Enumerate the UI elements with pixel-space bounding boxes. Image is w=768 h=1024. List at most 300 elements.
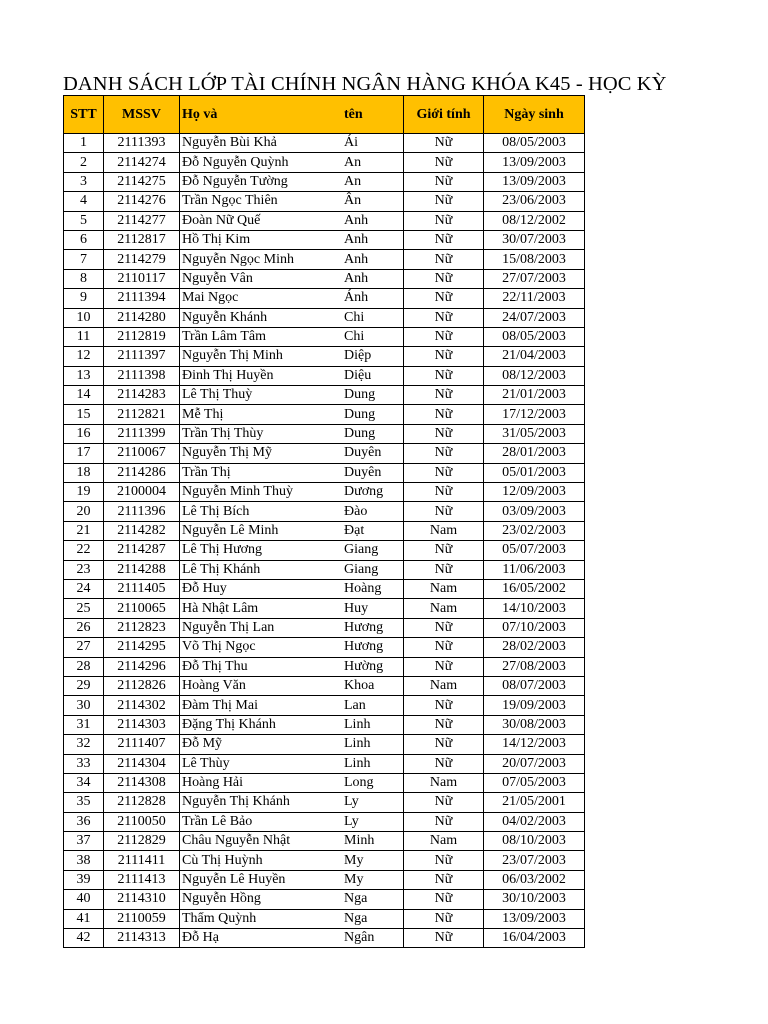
cell-stt: 21 [64, 521, 104, 540]
cell-ten: Hường [342, 657, 404, 676]
cell-ten: Long [342, 773, 404, 792]
cell-ho: Trần Thị [180, 463, 343, 482]
cell-ten: Hoàng [342, 579, 404, 598]
cell-ten: Chi [342, 308, 404, 327]
cell-stt: 6 [64, 230, 104, 249]
table-row [64, 715, 585, 734]
header-row [64, 96, 585, 134]
cell-stt: 27 [64, 638, 104, 657]
cell-ten: Anh [342, 211, 404, 230]
cell-ngay-sinh: 04/02/2003 [484, 812, 585, 831]
cell-ho: Nguyễn Lê Minh [180, 521, 343, 540]
cell-ten: Dương [342, 483, 404, 502]
cell-gioi-tinh: Nữ [404, 366, 484, 385]
cell-mssv: 2110065 [104, 599, 180, 618]
cell-ten: An [342, 153, 404, 172]
table-row [64, 521, 585, 540]
cell-gioi-tinh: Nữ [404, 502, 484, 521]
cell-ngay-sinh: 15/08/2003 [484, 250, 585, 269]
cell-stt: 41 [64, 909, 104, 928]
cell-ten: My [342, 851, 404, 870]
cell-stt: 20 [64, 502, 104, 521]
cell-ho: Nguyễn Vân [180, 269, 343, 288]
cell-ho: Nguyễn Thị Mỹ [180, 444, 343, 463]
cell-mssv: 2114308 [104, 773, 180, 792]
cell-ten: Khoa [342, 676, 404, 695]
cell-gioi-tinh: Nữ [404, 347, 484, 366]
cell-gioi-tinh: Nam [404, 832, 484, 851]
table-row [64, 696, 585, 715]
cell-ngay-sinh: 16/04/2003 [484, 929, 585, 948]
cell-gioi-tinh: Nam [404, 521, 484, 540]
table-row [64, 172, 585, 191]
cell-stt: 17 [64, 444, 104, 463]
cell-mssv: 2112821 [104, 405, 180, 424]
cell-ho: Đỗ Hạ [180, 929, 343, 948]
cell-stt: 26 [64, 618, 104, 637]
header-ho: Họ và [180, 96, 343, 134]
cell-mssv: 2114304 [104, 754, 180, 773]
cell-ho: Trần Thị Thùy [180, 424, 343, 443]
cell-gioi-tinh: Nữ [404, 444, 484, 463]
cell-ho: Hồ Thị Kim [180, 230, 343, 249]
cell-gioi-tinh: Nữ [404, 405, 484, 424]
cell-mssv: 2111413 [104, 870, 180, 889]
cell-ten: Duyên [342, 463, 404, 482]
cell-gioi-tinh: Nữ [404, 793, 484, 812]
cell-ten: Nga [342, 890, 404, 909]
cell-ngay-sinh: 08/12/2003 [484, 366, 585, 385]
cell-ho: Lê Thị Khánh [180, 560, 343, 579]
cell-ho: Mễ Thị [180, 405, 343, 424]
cell-mssv: 2110050 [104, 812, 180, 831]
cell-ten: Dung [342, 405, 404, 424]
cell-ngay-sinh: 12/09/2003 [484, 483, 585, 502]
table-row [64, 424, 585, 443]
cell-stt: 16 [64, 424, 104, 443]
cell-gioi-tinh: Nam [404, 676, 484, 695]
cell-stt: 33 [64, 754, 104, 773]
cell-mssv: 2114310 [104, 890, 180, 909]
table-row [64, 405, 585, 424]
header-ngay-sinh: Ngày sinh [484, 96, 585, 134]
cell-gioi-tinh: Nữ [404, 153, 484, 172]
cell-stt: 28 [64, 657, 104, 676]
cell-ten: Ái [342, 134, 404, 153]
cell-mssv: 2111411 [104, 851, 180, 870]
cell-mssv: 2112829 [104, 832, 180, 851]
cell-ten: Ly [342, 812, 404, 831]
cell-mssv: 2111399 [104, 424, 180, 443]
cell-ngay-sinh: 17/12/2003 [484, 405, 585, 424]
cell-mssv: 2111393 [104, 134, 180, 153]
cell-ngay-sinh: 08/07/2003 [484, 676, 585, 695]
cell-stt: 37 [64, 832, 104, 851]
cell-ngay-sinh: 03/09/2003 [484, 502, 585, 521]
cell-mssv: 2112828 [104, 793, 180, 812]
cell-mssv: 2114295 [104, 638, 180, 657]
cell-stt: 12 [64, 347, 104, 366]
cell-ngay-sinh: 16/05/2002 [484, 579, 585, 598]
cell-gioi-tinh: Nữ [404, 657, 484, 676]
cell-ho: Đỗ Mỹ [180, 735, 343, 754]
cell-mssv: 2114288 [104, 560, 180, 579]
cell-gioi-tinh: Nữ [404, 715, 484, 734]
cell-ho: Hoàng Văn [180, 676, 343, 695]
cell-gioi-tinh: Nữ [404, 463, 484, 482]
table-row [64, 870, 585, 889]
cell-ten: Dung [342, 386, 404, 405]
cell-stt: 24 [64, 579, 104, 598]
cell-gioi-tinh: Nữ [404, 560, 484, 579]
cell-ten: Giang [342, 541, 404, 560]
cell-mssv: 2110067 [104, 444, 180, 463]
table-row [64, 599, 585, 618]
cell-ngay-sinh: 30/07/2003 [484, 230, 585, 249]
cell-ngay-sinh: 23/02/2003 [484, 521, 585, 540]
cell-ten: Huy [342, 599, 404, 618]
cell-ten: Ánh [342, 289, 404, 308]
cell-ten: Anh [342, 269, 404, 288]
cell-stt: 36 [64, 812, 104, 831]
cell-ho: Trần Lâm Tâm [180, 327, 343, 346]
table-row [64, 657, 585, 676]
cell-gioi-tinh: Nữ [404, 386, 484, 405]
cell-ten: Đào [342, 502, 404, 521]
cell-ho: Nguyễn Thị Lan [180, 618, 343, 637]
cell-ngay-sinh: 27/07/2003 [484, 269, 585, 288]
table-row [64, 676, 585, 695]
cell-ngay-sinh: 14/12/2003 [484, 735, 585, 754]
cell-ngay-sinh: 13/09/2003 [484, 172, 585, 191]
table-row [64, 483, 585, 502]
cell-ten: Hương [342, 638, 404, 657]
cell-ngay-sinh: 05/07/2003 [484, 541, 585, 560]
cell-ho: Lê Thị Hương [180, 541, 343, 560]
table-row [64, 851, 585, 870]
cell-ho: Trần Ngọc Thiên [180, 192, 343, 211]
table-row [64, 638, 585, 657]
cell-mssv: 2114282 [104, 521, 180, 540]
cell-stt: 31 [64, 715, 104, 734]
cell-mssv: 2112823 [104, 618, 180, 637]
cell-mssv: 2114277 [104, 211, 180, 230]
cell-stt: 10 [64, 308, 104, 327]
cell-ho: Lê Thị Thuỳ [180, 386, 343, 405]
cell-ho: Lê Thị Bích [180, 502, 343, 521]
cell-stt: 32 [64, 735, 104, 754]
cell-ten: Ly [342, 793, 404, 812]
header-ten: tên [342, 96, 404, 134]
cell-ngay-sinh: 28/02/2003 [484, 638, 585, 657]
cell-ho: Hà Nhật Lâm [180, 599, 343, 618]
table-row [64, 134, 585, 153]
cell-ten: Linh [342, 715, 404, 734]
cell-mssv: 2114296 [104, 657, 180, 676]
cell-mssv: 2114313 [104, 929, 180, 948]
cell-ho: Nguyễn Ngọc Minh [180, 250, 343, 269]
cell-gioi-tinh: Nữ [404, 812, 484, 831]
cell-ten: An [342, 172, 404, 191]
cell-gioi-tinh: Nữ [404, 230, 484, 249]
cell-ngay-sinh: 13/09/2003 [484, 153, 585, 172]
cell-gioi-tinh: Nữ [404, 618, 484, 637]
cell-ho: Đỗ Nguyễn Quỳnh [180, 153, 343, 172]
cell-ngay-sinh: 21/04/2003 [484, 347, 585, 366]
cell-stt: 13 [64, 366, 104, 385]
cell-mssv: 2111396 [104, 502, 180, 521]
cell-stt: 15 [64, 405, 104, 424]
cell-ngay-sinh: 11/06/2003 [484, 560, 585, 579]
cell-mssv: 2114279 [104, 250, 180, 269]
cell-gioi-tinh: Nam [404, 599, 484, 618]
cell-gioi-tinh: Nữ [404, 308, 484, 327]
cell-ngay-sinh: 30/08/2003 [484, 715, 585, 734]
cell-gioi-tinh: Nam [404, 579, 484, 598]
cell-stt: 1 [64, 134, 104, 153]
table-row [64, 754, 585, 773]
cell-ngay-sinh: 31/05/2003 [484, 424, 585, 443]
table-row [64, 560, 585, 579]
table-row [64, 347, 585, 366]
cell-ho: Nguyễn Bùi Khả [180, 134, 343, 153]
cell-mssv: 2111407 [104, 735, 180, 754]
table-row [64, 366, 585, 385]
cell-stt: 11 [64, 327, 104, 346]
cell-ngay-sinh: 23/07/2003 [484, 851, 585, 870]
cell-gioi-tinh: Nữ [404, 250, 484, 269]
table-row [64, 444, 585, 463]
table-row [64, 289, 585, 308]
cell-mssv: 2114302 [104, 696, 180, 715]
cell-mssv: 2114276 [104, 192, 180, 211]
cell-mssv: 2114287 [104, 541, 180, 560]
cell-mssv: 2100004 [104, 483, 180, 502]
cell-ten: Diệp [342, 347, 404, 366]
table-body [64, 134, 585, 948]
cell-mssv: 2114274 [104, 153, 180, 172]
cell-ho: Thẩm Quỳnh [180, 909, 343, 928]
cell-ho: Đỗ Huy [180, 579, 343, 598]
table-header [64, 96, 585, 134]
cell-gioi-tinh: Nữ [404, 269, 484, 288]
cell-stt: 7 [64, 250, 104, 269]
table-row [64, 793, 585, 812]
cell-ngay-sinh: 19/09/2003 [484, 696, 585, 715]
cell-ten: Dung [342, 424, 404, 443]
cell-stt: 18 [64, 463, 104, 482]
cell-ngay-sinh: 20/07/2003 [484, 754, 585, 773]
cell-stt: 42 [64, 929, 104, 948]
cell-ho: Đỗ Thị Thu [180, 657, 343, 676]
cell-stt: 2 [64, 153, 104, 172]
cell-ngay-sinh: 27/08/2003 [484, 657, 585, 676]
cell-ten: Chi [342, 327, 404, 346]
cell-ten: Nga [342, 909, 404, 928]
table-row [64, 773, 585, 792]
cell-gioi-tinh: Nữ [404, 890, 484, 909]
cell-ten: Linh [342, 754, 404, 773]
cell-mssv: 2112819 [104, 327, 180, 346]
cell-ho: Nguyễn Khánh [180, 308, 343, 327]
cell-ho: Đoàn Nữ Quế [180, 211, 343, 230]
cell-gioi-tinh: Nữ [404, 754, 484, 773]
cell-ten: Diệu [342, 366, 404, 385]
cell-ngay-sinh: 28/01/2003 [484, 444, 585, 463]
cell-stt: 19 [64, 483, 104, 502]
table-row [64, 327, 585, 346]
cell-gioi-tinh: Nữ [404, 851, 484, 870]
cell-ho: Cù Thị Huỳnh [180, 851, 343, 870]
table-row [64, 250, 585, 269]
cell-stt: 23 [64, 560, 104, 579]
cell-ngay-sinh: 13/09/2003 [484, 909, 585, 928]
cell-ho: Đinh Thị Huyền [180, 366, 343, 385]
cell-gioi-tinh: Nữ [404, 541, 484, 560]
table-row [64, 579, 585, 598]
cell-stt: 22 [64, 541, 104, 560]
table-row [64, 735, 585, 754]
cell-ngay-sinh: 21/01/2003 [484, 386, 585, 405]
cell-mssv: 2111398 [104, 366, 180, 385]
cell-stt: 8 [64, 269, 104, 288]
cell-ho: Trần Lê Bảo [180, 812, 343, 831]
table-row [64, 890, 585, 909]
cell-ho: Đặng Thị Khánh [180, 715, 343, 734]
header-mssv: MSSV [104, 96, 180, 134]
table-row [64, 269, 585, 288]
cell-ngay-sinh: 23/06/2003 [484, 192, 585, 211]
cell-gioi-tinh: Nữ [404, 289, 484, 308]
cell-stt: 9 [64, 289, 104, 308]
cell-ten: Minh [342, 832, 404, 851]
cell-gioi-tinh: Nữ [404, 483, 484, 502]
cell-ho: Đàm Thị Mai [180, 696, 343, 715]
cell-stt: 5 [64, 211, 104, 230]
cell-stt: 30 [64, 696, 104, 715]
cell-mssv: 2114283 [104, 386, 180, 405]
table-row [64, 211, 585, 230]
cell-gioi-tinh: Nữ [404, 192, 484, 211]
cell-stt: 29 [64, 676, 104, 695]
cell-mssv: 2112817 [104, 230, 180, 249]
table-row [64, 832, 585, 851]
cell-gioi-tinh: Nữ [404, 735, 484, 754]
cell-gioi-tinh: Nữ [404, 696, 484, 715]
cell-ngay-sinh: 08/05/2003 [484, 134, 585, 153]
cell-ten: Duyên [342, 444, 404, 463]
cell-ho: Lê Thùy [180, 754, 343, 773]
cell-ten: Linh [342, 735, 404, 754]
cell-ho: Võ Thị Ngọc [180, 638, 343, 657]
cell-ngay-sinh: 07/05/2003 [484, 773, 585, 792]
student-roster-table [63, 95, 585, 948]
cell-stt: 40 [64, 890, 104, 909]
cell-ho: Nguyễn Thị Minh [180, 347, 343, 366]
cell-gioi-tinh: Nữ [404, 638, 484, 657]
cell-mssv: 2114303 [104, 715, 180, 734]
cell-ten: Ngân [342, 929, 404, 948]
cell-gioi-tinh: Nữ [404, 870, 484, 889]
cell-stt: 25 [64, 599, 104, 618]
cell-gioi-tinh: Nữ [404, 211, 484, 230]
cell-ten: Anh [342, 250, 404, 269]
cell-stt: 3 [64, 172, 104, 191]
table-row [64, 812, 585, 831]
cell-ten: Đạt [342, 521, 404, 540]
cell-ho: Nguyễn Minh Thuỳ [180, 483, 343, 502]
header-stt: STT [64, 96, 104, 134]
cell-ten: Anh [342, 230, 404, 249]
cell-ho: Hoàng Hải [180, 773, 343, 792]
table-row [64, 386, 585, 405]
cell-stt: 4 [64, 192, 104, 211]
cell-gioi-tinh: Nữ [404, 929, 484, 948]
header-gioi-tinh: Giới tính [404, 96, 484, 134]
cell-stt: 39 [64, 870, 104, 889]
table-row [64, 308, 585, 327]
table-row [64, 463, 585, 482]
table-row [64, 502, 585, 521]
cell-gioi-tinh: Nam [404, 773, 484, 792]
table-row [64, 909, 585, 928]
cell-ho: Nguyễn Hồng [180, 890, 343, 909]
table-row [64, 230, 585, 249]
cell-mssv: 2114275 [104, 172, 180, 191]
cell-ten: Ân [342, 192, 404, 211]
cell-mssv: 2111405 [104, 579, 180, 598]
document-title: DANH SÁCH LỚP TÀI CHÍNH NGÂN HÀNG KHÓA K45 - HỌC KỲ [63, 73, 667, 95]
cell-stt: 35 [64, 793, 104, 812]
table-row [64, 541, 585, 560]
cell-ten: Hương [342, 618, 404, 637]
cell-ngay-sinh: 08/10/2003 [484, 832, 585, 851]
cell-mssv: 2110059 [104, 909, 180, 928]
cell-ho: Đỗ Nguyễn Tường [180, 172, 343, 191]
cell-ngay-sinh: 30/10/2003 [484, 890, 585, 909]
table-row [64, 153, 585, 172]
cell-gioi-tinh: Nữ [404, 134, 484, 153]
cell-stt: 14 [64, 386, 104, 405]
cell-ten: My [342, 870, 404, 889]
cell-stt: 34 [64, 773, 104, 792]
cell-ngay-sinh: 22/11/2003 [484, 289, 585, 308]
cell-gioi-tinh: Nữ [404, 327, 484, 346]
cell-ngay-sinh: 08/05/2003 [484, 327, 585, 346]
cell-stt: 38 [64, 851, 104, 870]
cell-mssv: 2111397 [104, 347, 180, 366]
table-row [64, 618, 585, 637]
cell-ho: Nguyễn Lê Huyền [180, 870, 343, 889]
cell-mssv: 2114280 [104, 308, 180, 327]
cell-ngay-sinh: 14/10/2003 [484, 599, 585, 618]
cell-ho: Châu Nguyễn Nhật [180, 832, 343, 851]
document-title-container [63, 70, 667, 98]
cell-mssv: 2111394 [104, 289, 180, 308]
cell-gioi-tinh: Nữ [404, 172, 484, 191]
cell-ngay-sinh: 21/05/2001 [484, 793, 585, 812]
cell-ngay-sinh: 07/10/2003 [484, 618, 585, 637]
cell-mssv: 2112826 [104, 676, 180, 695]
cell-ngay-sinh: 06/03/2002 [484, 870, 585, 889]
cell-ngay-sinh: 05/01/2003 [484, 463, 585, 482]
table-row [64, 192, 585, 211]
cell-ten: Lan [342, 696, 404, 715]
cell-ngay-sinh: 08/12/2002 [484, 211, 585, 230]
cell-mssv: 2114286 [104, 463, 180, 482]
cell-ten: Giang [342, 560, 404, 579]
cell-mssv: 2110117 [104, 269, 180, 288]
